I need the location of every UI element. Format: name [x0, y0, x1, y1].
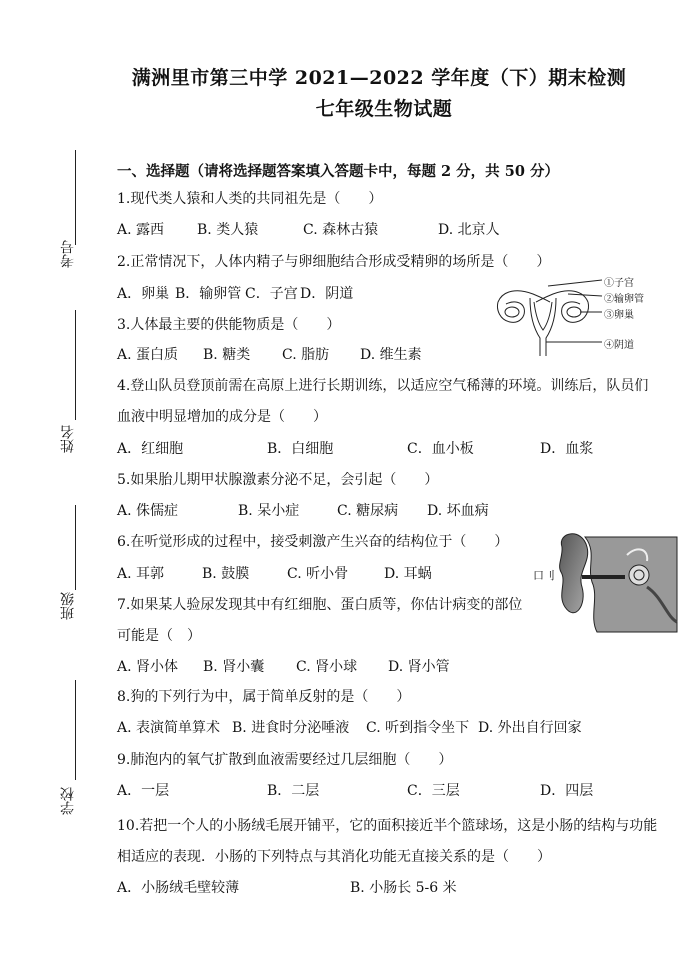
binding-line-4: [75, 680, 76, 780]
q1-option-a: A. 露西: [117, 222, 165, 238]
q7-option-a: A. 肾小体: [117, 659, 179, 675]
q6-option-d: D. 耳蜗: [384, 566, 432, 582]
question-5-stem: 5.如果胎儿期甲状腺激素分泌不足，会引起（ ）: [117, 472, 439, 488]
q2-option-a: A．卵巢: [117, 286, 170, 302]
q9-option-c: C．三层: [407, 783, 460, 799]
side-label-name: 姓名: [60, 425, 76, 453]
side-label-school: 学校: [60, 787, 76, 815]
figure-reproductive-system: [488, 272, 678, 360]
q5-option-c: C. 糖尿病: [337, 503, 399, 519]
q2-option-c: C．子宫: [245, 286, 298, 302]
question-1-stem: 1.现代类人猿和人类的共同祖先是（ ）: [117, 191, 383, 207]
q4-option-d: D．血浆: [540, 441, 594, 457]
q1-option-c: C. 森林古猿: [303, 222, 379, 238]
q3-option-b: B. 糖类: [203, 347, 251, 363]
q9-option-a: A．一层: [117, 783, 170, 799]
question-7-stem-cont: 可能是（ ）: [117, 628, 201, 644]
q4-option-b: B．白细胞: [267, 441, 334, 457]
question-10-stem-cont: 相适应的表现．小肠的下列特点与其消化功能无直接关系的是（ ）: [117, 849, 551, 865]
q4-option-a: A．红细胞: [117, 441, 184, 457]
q10-option-b: B. 小肠长 5-6 米: [350, 880, 457, 896]
fig-label-ovary: ③卵巢: [604, 310, 634, 321]
fig-label-vagina: ④阴道: [604, 340, 634, 351]
q5-option-d: D. 坏血病: [427, 503, 489, 519]
q5-option-a: A. 侏儒症: [117, 503, 179, 519]
binding-line-3: [75, 505, 76, 590]
q6-option-c: C. 听小骨: [287, 566, 349, 582]
binding-line-2: [75, 310, 76, 420]
q8-option-c: C. 听到指令坐下: [366, 720, 470, 736]
q7-option-d: D. 肾小管: [388, 659, 450, 675]
q9-option-d: D．四层: [540, 783, 594, 799]
q2-option-d: D．阴道: [300, 286, 354, 302]
q9-option-b: B．二层: [267, 783, 320, 799]
fig-label-uterus: ①子宫: [604, 278, 634, 289]
binding-line-1: [75, 150, 76, 245]
q8-option-d: D. 外出自行回家: [478, 720, 582, 736]
side-label-exam-number: 考号: [60, 240, 76, 268]
q2-option-b: B．输卵管: [175, 286, 242, 302]
q1-option-b: B. 类人猿: [197, 222, 259, 238]
q8-option-b: B. 进食时分泌唾液: [232, 720, 350, 736]
q10-option-a: A．小肠绒毛壁较薄: [117, 880, 240, 896]
q6-option-a: A. 耳郭: [117, 566, 165, 582]
exam-subtitle: 七年级生物试题: [315, 98, 453, 120]
question-9-stem: 9.肺泡内的氧气扩散到血液需要经过几层细胞（ ）: [117, 752, 453, 768]
uterus-diagram-icon: [488, 272, 678, 360]
figure-ear: [527, 527, 682, 637]
exam-title: 满洲里市第三中学 2021—2022 学年度（下）期末检测: [131, 67, 627, 89]
question-7-stem: 7.如果某人验尿发现其中有红细胞、蛋白质等，你估计病变的部位: [117, 597, 523, 613]
q5-option-b: B. 呆小症: [238, 503, 300, 519]
q1-option-d: D. 北京人: [438, 222, 500, 238]
q4-option-c: C．血小板: [407, 441, 474, 457]
q3-option-c: C. 脂肪: [282, 347, 330, 363]
fig-label-ear: 口刂: [533, 569, 555, 582]
q7-option-b: B. 肾小囊: [203, 659, 265, 675]
side-label-class: 班级: [60, 592, 76, 620]
question-8-stem: 8.狗的下列行为中，属于简单反射的是（ ）: [117, 689, 411, 705]
section-heading: 一、选择题（请将选择题答案填入答题卡中，每题 2 分，共 50 分）: [117, 163, 559, 180]
q3-option-d: D. 维生素: [360, 347, 422, 363]
question-4-stem-cont: 血液中明显增加的成分是（ ）: [117, 409, 327, 425]
question-10-stem: 10.若把一个人的小肠绒毛展开铺平，它的面积接近半个篮球场，这是小肠的结构与功能: [117, 818, 658, 834]
question-4-stem: 4.登山队员登顶前需在高原上进行长期训练，以适应空气稀薄的环境。训练后，队员们: [117, 378, 649, 394]
question-6-stem: 6.在听觉形成的过程中，接受刺激产生兴奋的结构位于（ ）: [117, 534, 509, 550]
q3-option-a: A. 蛋白质: [117, 347, 179, 363]
question-2-stem: 2.正常情况下，人体内精子与卵细胞结合形成受精卵的场所是（ ）: [117, 254, 551, 270]
fig-label-oviduct: ②输卵管: [604, 294, 644, 305]
q8-option-a: A. 表演简单算术: [117, 720, 221, 736]
q6-option-b: B. 鼓膜: [202, 566, 250, 582]
q7-option-c: C. 肾小球: [296, 659, 358, 675]
question-3-stem: 3.人体最主要的供能物质是（ ）: [117, 317, 341, 333]
